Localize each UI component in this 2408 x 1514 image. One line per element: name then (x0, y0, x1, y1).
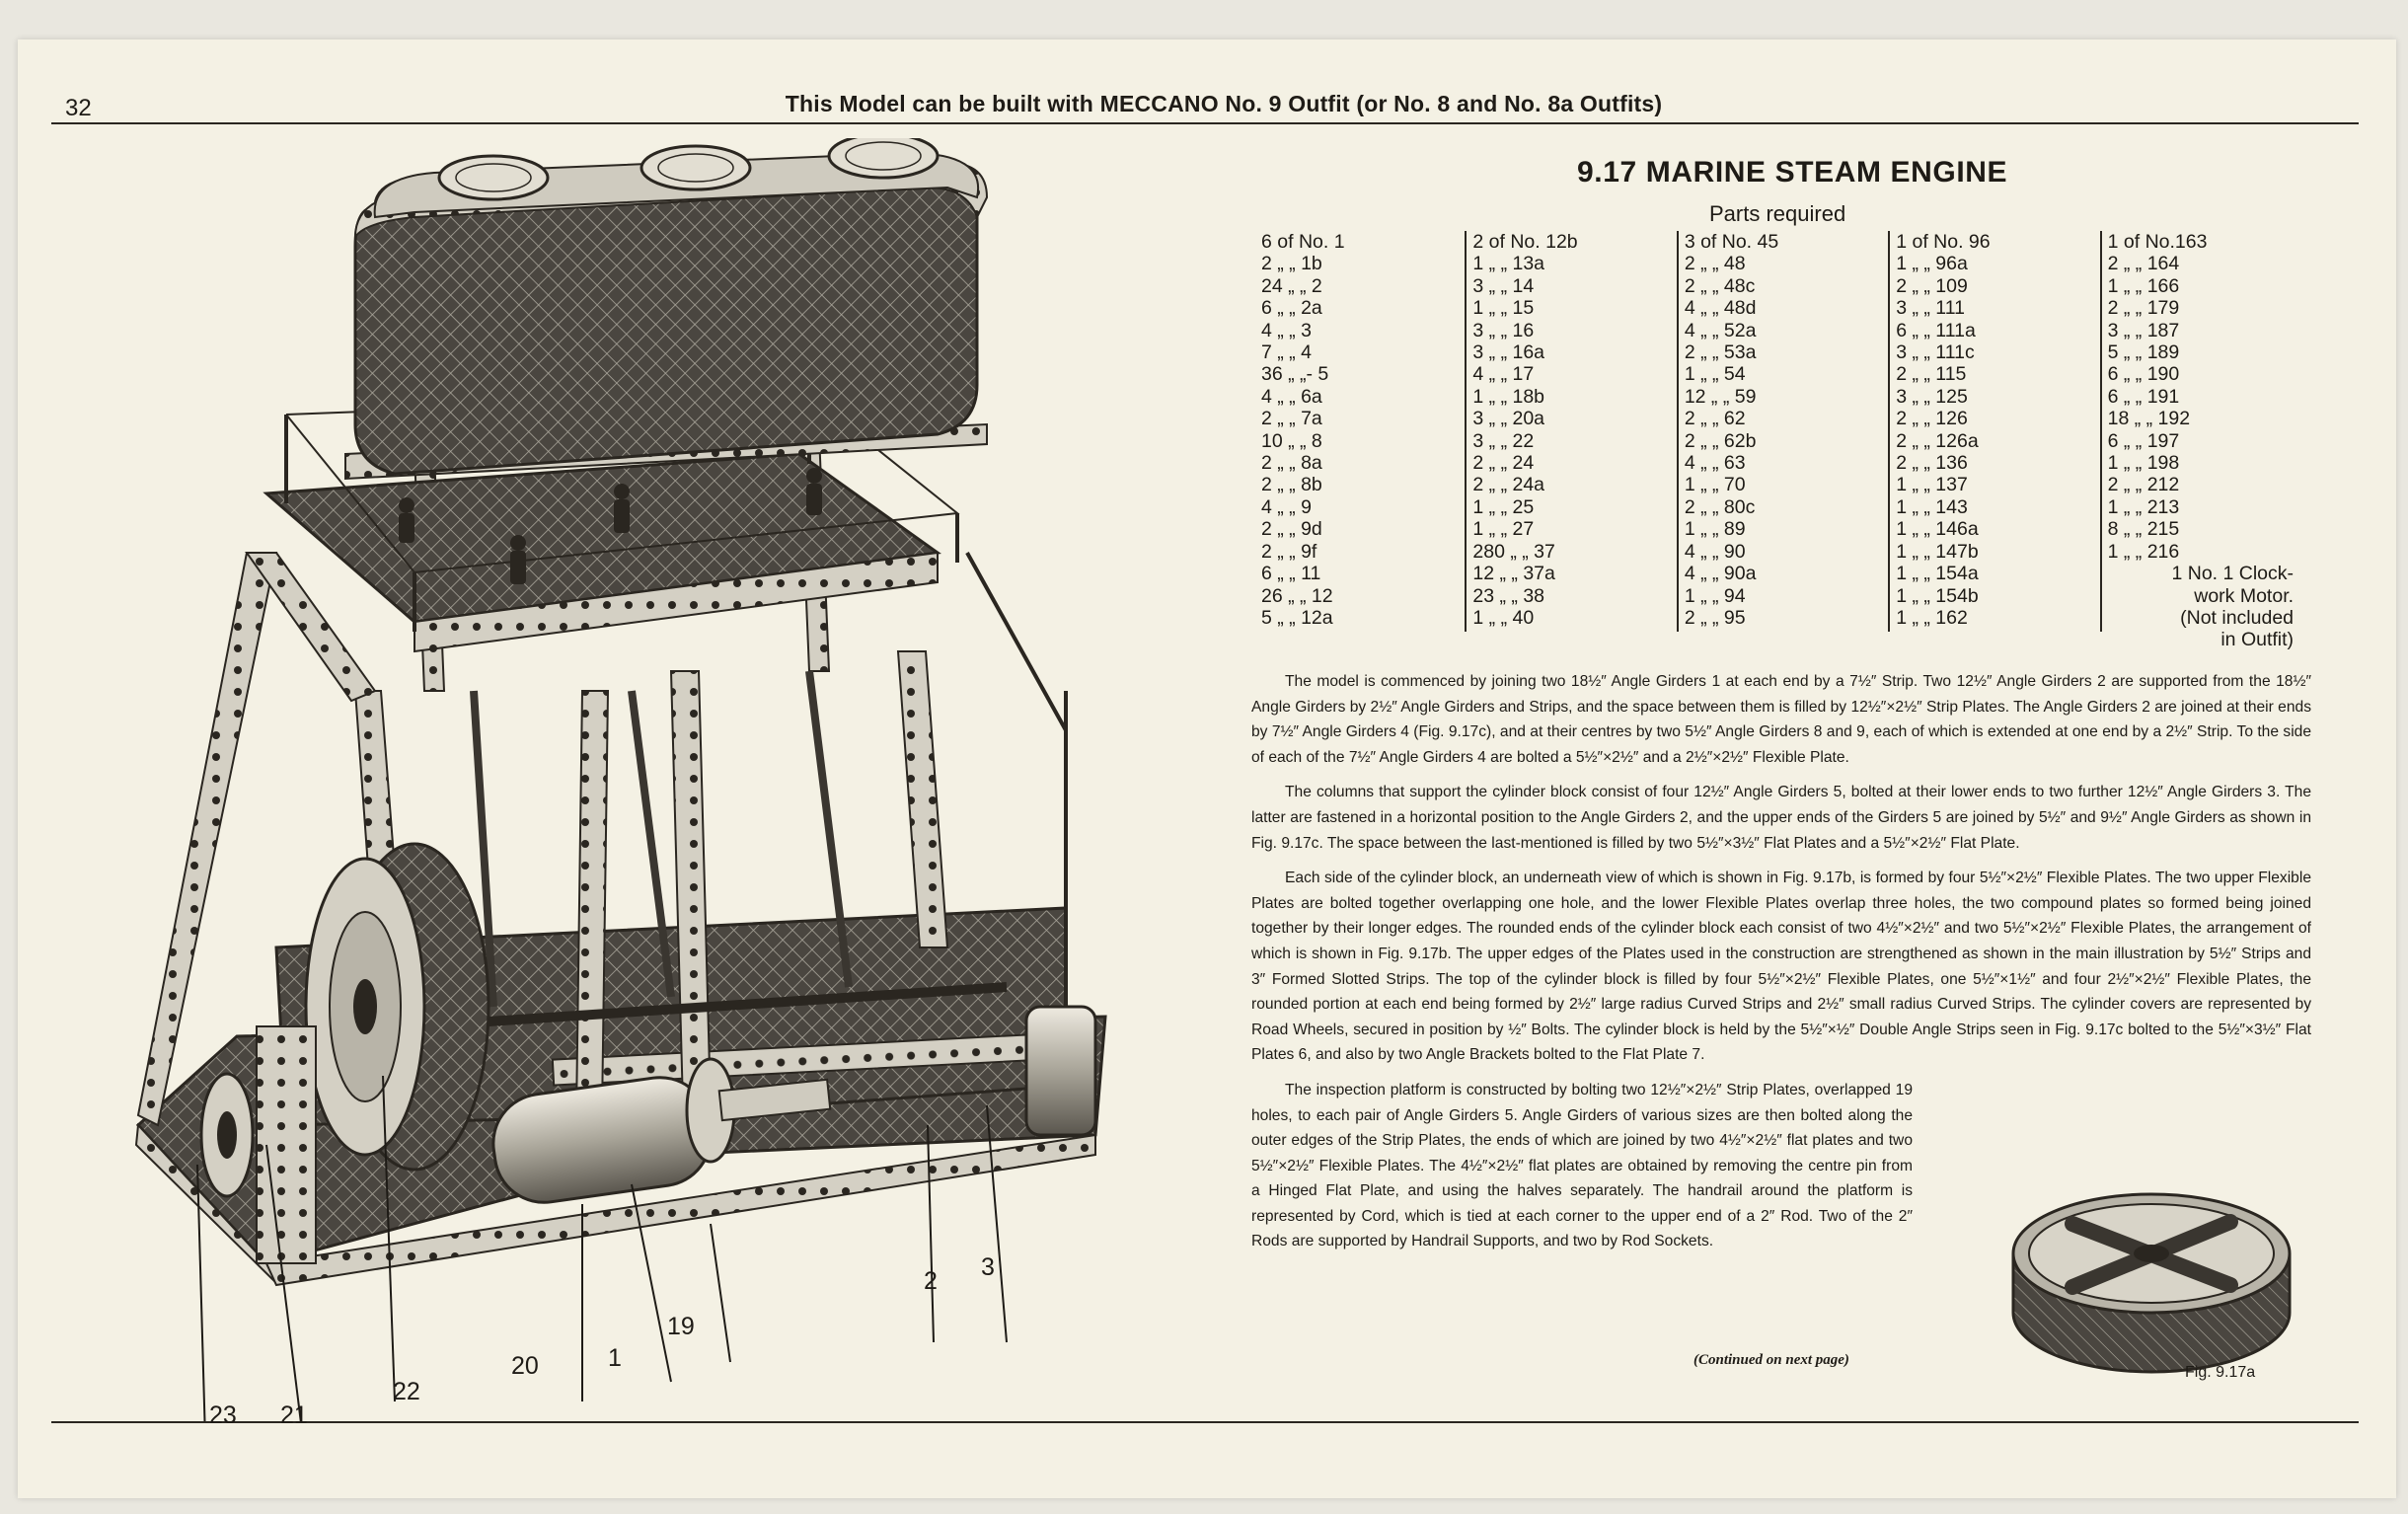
parts-entry: 6 „ „ 197 (2107, 429, 2180, 452)
parts-entry: 2 „ „ 62b (1684, 429, 1757, 452)
paragraph-cylinder-block: Each side of the cylinder block, an underneath view of which is shown in Fig. 9.17b, is formed by four 5½″×2½″ Flexible Plates. The two upper Flexible Plates are bolted together overlapping one hole, and the lower Flexible Plates overlap three holes, the two compound plates so formed being joined together by their longer edges. The rounded ends of the cylinder block each consist of two 4½″×2½″ and two 5½″×2½″ Flexible Plates, the arrangement of which is shown in Fig. 9.17b. The upper edges of the Plates used in the construction are strengthened as shown in the main illustration by 5½″ Strips and 3″ Formed Slotted Strips. The top of the cylinder block is filled by four 5½″×2½″ Flexible Plates, one 5½″×1½″ and four 2½″×2½″ Flexible Plates, the rounded portion at each end being formed by 2½″ large radius Curved Strips and 2½″ small radius Curved Strips. The cylinder covers are represented by Road Wheels, secured in position by ½″ Bolts. The cylinder block is held by the 5½″×½″ Double Angle Strips seen in Fig. 9.17c bolted to the 5½″×3½″ Flat Plates 6, and also by two Angle Brackets bolted to the Flat Plate 7. (1251, 870, 2311, 1064)
callout-19: 19 (667, 1313, 695, 1340)
parts-entry: 2 „ „ 95 (1684, 606, 1746, 629)
parts-entry: 2 „ „ 8b (1261, 474, 1322, 496)
parts-entry: 2 „ „ 48 (1684, 253, 1746, 275)
paragraph-base: The model is commenced by joining two 18½″ Angle Girders 1 at each end by a 7½″ Strip. Two 12½″ Angle Girders 2 are supported from the 18½″ Angle Girders by 2½″ Angle Girders and Strips, and the space between them is filled by 12½″×2½″ Strip Plates. The Angle Girders 2 are joined at their ends by 7½″ Angle Girders 4 (Fig. 9.17c), and at their centres by two 5½″ Angle Girders 8 and 9, each of which is extended at one end by a 2½″ Strip. To the side of each of the 7½″ Angle Girders 4 are bolted a 5½″×2½″ and a 2½″×2½″ Flexible Plate. (1251, 673, 2311, 766)
callout-2: 2 (924, 1267, 938, 1295)
callout-23: 23 (209, 1401, 237, 1429)
parts-entry: 3 „ „ 187 (2107, 319, 2180, 341)
parts-entry: 6 „ „ 190 (2107, 363, 2180, 386)
parts-column (2102, 231, 2311, 651)
parts-entry: 1 „ „ 166 (2107, 274, 2180, 297)
parts-entry: 3 „ „ 22 (1472, 429, 1535, 452)
parts-entry: 2 „ „ 62 (1684, 408, 1746, 430)
parts-entry: 2 of No. 12b (1472, 231, 1578, 253)
water-canister (1026, 1007, 1095, 1135)
callout-21: 21 (280, 1401, 308, 1429)
parts-entry: 6 „ „ 191 (2107, 385, 2180, 408)
parts-entry: 3 „ „ 111c (1896, 341, 1975, 364)
callout-22: 22 (393, 1378, 420, 1405)
parts-entry: 1 of No. 96 (1896, 231, 1991, 253)
support-21 (257, 1026, 316, 1263)
continued-note: (Continued on next page) (1693, 1352, 1849, 1368)
parts-entry: 1 „ „ 15 (1472, 297, 1535, 320)
parts-entry: 4 „ „ 17 (1472, 363, 1535, 386)
model-title: 9.17 MARINE STEAM ENGINE (1577, 156, 2008, 189)
parts-entry: 3 „ „ 20a (1472, 408, 1545, 430)
parts-entry: 2 „ „ 9d (1261, 518, 1322, 541)
callout-20: 20 (511, 1352, 539, 1380)
parts-entry: 1 „ „ 25 (1472, 495, 1535, 518)
parts-column (1467, 231, 1678, 632)
parts-entry: 280 „ „ 37 (1472, 540, 1555, 563)
parts-entry: 3 „ „ 111 (1896, 297, 1965, 320)
parts-entry: 1 „ „ 89 (1684, 518, 1746, 541)
parts-entry: 1 „ „ 154a (1896, 563, 1979, 585)
parts-entry: 2 „ „ 53a (1684, 341, 1757, 364)
parts-entry: 1 „ „ 13a (1472, 253, 1545, 275)
parts-column (1679, 231, 1890, 632)
parts-entry: 26 „ „ 12 (1261, 584, 1333, 607)
callout-3: 3 (981, 1253, 995, 1281)
parts-entry: 1 „ „ 213 (2107, 495, 2180, 518)
page-number: 32 (65, 95, 92, 121)
parts-entry: 7 „ „ 4 (1261, 341, 1312, 364)
parts-entry: 2 „ „ 9f (1261, 540, 1317, 563)
parts-entry: 36 „ „- 5 (1261, 363, 1329, 386)
parts-entry: work Motor. (2194, 584, 2295, 607)
parts-entry: 1 „ „ 137 (1896, 474, 1968, 496)
parts-entry: 1 „ „ 143 (1896, 495, 1968, 518)
parts-entry: 1 No. 1 Clock- (2171, 563, 2295, 585)
parts-entry: 2 „ „ 179 (2107, 297, 2180, 320)
parts-entry: 1 „ „ 198 (2107, 452, 2180, 475)
parts-entry: in Outfit) (2220, 629, 2295, 651)
parts-entry: 1 „ „ 216 (2107, 540, 2180, 563)
parts-entry: 4 „ „ 48d (1684, 297, 1757, 320)
parts-entry: 4 „ „ 90 (1684, 540, 1746, 563)
parts-entry: 2 „ „ 109 (1896, 274, 1968, 297)
marine-steam-engine-illustration (118, 138, 1204, 1421)
parts-entry: 2 „ „ 212 (2107, 474, 2180, 496)
parts-entry: 3 „ „ 16a (1472, 341, 1545, 364)
parts-entry: 23 „ „ 38 (1472, 584, 1545, 607)
parts-entry: 3 „ „ 125 (1896, 385, 1968, 408)
parts-column (1255, 231, 1467, 632)
parts-entry: 4 „ „ 9 (1261, 495, 1312, 518)
header-rule (51, 122, 2359, 124)
fig-caption-9-17a: Fig. 9.17a (2185, 1364, 2256, 1381)
parts-entry: 12 „ „ 37a (1472, 563, 1555, 585)
footer-rule (51, 1421, 2359, 1423)
parts-heading: Parts required (1709, 201, 1846, 226)
parts-entry: 4 „ „ 90a (1684, 563, 1757, 585)
parts-entry: 2 „ „ 8a (1261, 452, 1322, 475)
parts-entry: 1 „ „ 94 (1684, 584, 1746, 607)
parts-entry: 2 „ „ 48c (1684, 274, 1756, 297)
paragraph-platform: The inspection platform is constructed by bolting two 12½″×2½″ Strip Plates, overlapped 19 holes, to each pair of Angle Girders 5. Angle Girders of various sizes are then bolted along the outer edges of the Strip Plates, the ends of which are joined by two 4½″×2½″ flat plates and two 5½″×2½″ Flexible Plates. The 4½″×2½″ flat plates are obtained by removing the centre pin from a Hinged Flat Plate, and using the halves separately. The handrail around the platform is represented by Cord, which is tied at each corner to the upper end of a 2″ Rod. Two of the 2″ Rods are supported by Handrail Supports, and two by Rod Sockets. (1251, 1081, 1913, 1250)
parts-entry: 12 „ „ 59 (1684, 385, 1757, 408)
parts-entry: 6 „ „ 2a (1261, 297, 1322, 320)
parts-entry: 24 „ „ 2 (1261, 274, 1322, 297)
parts-entry: 3 „ „ 16 (1472, 319, 1535, 341)
parts-entry: 1 „ „ 27 (1472, 518, 1535, 541)
parts-entry: 2 „ „ 126a (1896, 429, 1979, 452)
parts-entry: 4 „ „ 6a (1261, 385, 1322, 408)
parts-entry: 1 „ „ 162 (1896, 606, 1968, 629)
parts-table (1255, 231, 2311, 651)
parts-entry: 1 „ „ 147b (1896, 540, 1979, 563)
parts-entry: 2 „ „ 115 (1896, 363, 1967, 386)
flywheel (306, 844, 489, 1170)
parts-entry: 8 „ „ 215 (2107, 518, 2180, 541)
parts-entry: 1 of No.163 (2107, 231, 2208, 253)
parts-entry: 2 „ „ 24 (1472, 452, 1535, 475)
parts-entry: 4 „ „ 3 (1261, 319, 1312, 341)
parts-entry: 3 of No. 45 (1684, 231, 1779, 253)
parts-column (1890, 231, 2101, 632)
parts-entry: 1 „ „ 40 (1472, 606, 1535, 629)
parts-entry: 1 „ „ 18b (1472, 385, 1545, 408)
parts-entry: 1 „ „ 96a (1896, 253, 1968, 275)
parts-entry: 18 „ „ 192 (2107, 408, 2191, 430)
parts-entry: 4 „ „ 63 (1684, 452, 1746, 475)
parts-entry: 6 of No. 1 (1261, 231, 1345, 253)
callout-1: 1 (608, 1344, 622, 1372)
parts-entry: 3 „ „ 14 (1472, 274, 1535, 297)
parts-entry: 2 „ „ 126 (1896, 408, 1968, 430)
parts-entry: 2 „ „ 24a (1472, 474, 1545, 496)
parts-entry: 5 „ „ 189 (2107, 341, 2180, 364)
parts-entry: 4 „ „ 52a (1684, 319, 1757, 341)
parts-entry: (Not included (2180, 606, 2295, 629)
parts-entry: 10 „ „ 8 (1261, 429, 1322, 452)
parts-entry: 1 „ „ 70 (1684, 474, 1746, 496)
parts-entry: 2 „ „ 164 (2107, 253, 2180, 275)
parts-entry: 1 „ „ 54 (1684, 363, 1746, 386)
parts-entry: 2 „ „ 1b (1261, 253, 1322, 275)
parts-entry: 6 „ „ 11 (1261, 563, 1321, 585)
parts-entry: 2 „ „ 80c (1684, 495, 1756, 518)
page-header: This Model can be built with MECCANO No. 9 Outfit (or No. 8 and No. 8a Outfits) (785, 91, 1663, 116)
parts-entry: 2 „ „ 136 (1896, 452, 1968, 475)
parts-entry: 6 „ „ 111a (1896, 319, 1976, 341)
parts-entry: 2 „ „ 7a (1261, 408, 1322, 430)
paragraph-columns: The columns that support the cylinder block consist of four 12½″ Angle Girders 5, bolted at their lower ends to two further 12½″ Angle Girders 3. The latter are fastened in a horizontal position to the Angle Girders 2, and the upper ends of the Girders 5 are joined by 5½″ and 9½″ Angle Girders as shown in Fig. 9.17c. The space between the last-mentioned is filled by two 5½″×3½″ Flat Plates and a 5½″×2½″ Flat Plate. (1251, 784, 2311, 852)
parts-entry: 5 „ „ 12a (1261, 606, 1333, 629)
parts-entry: 1 „ „ 154b (1896, 584, 1979, 607)
cylinder-cover-illustration (1994, 1165, 2319, 1392)
parts-entry: 1 „ „ 146a (1896, 518, 1979, 541)
